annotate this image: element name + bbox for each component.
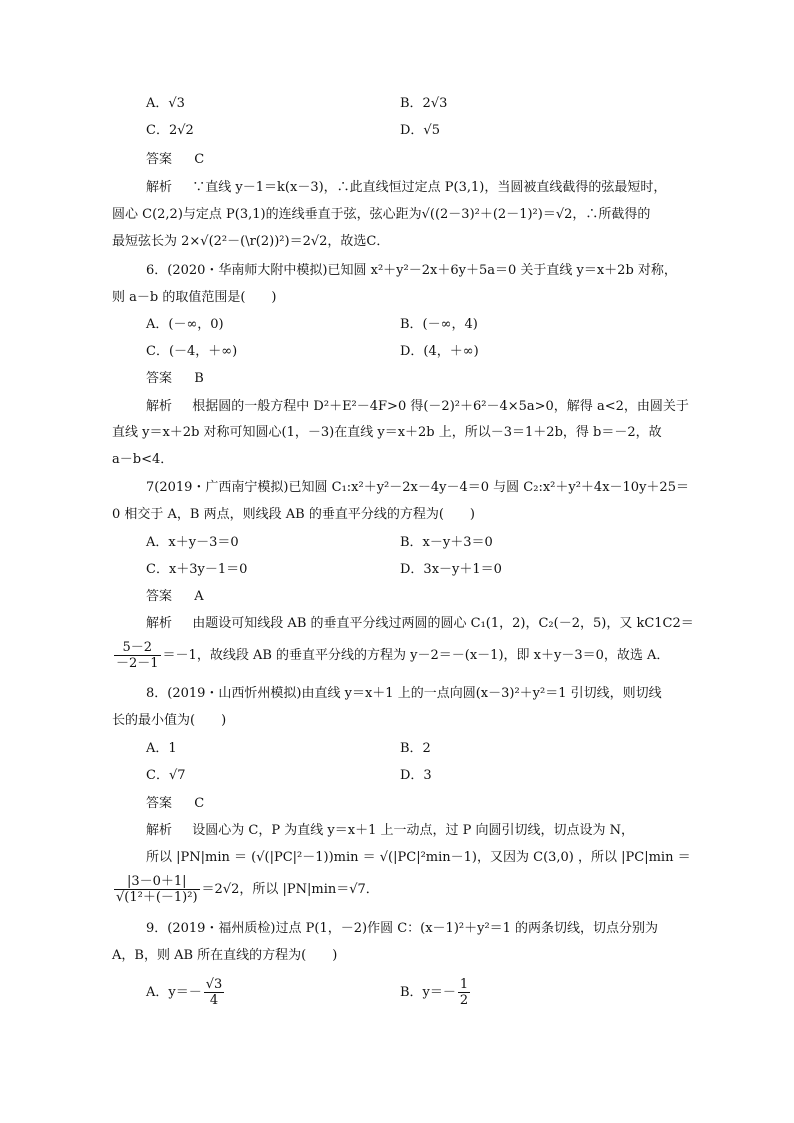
fraction-numerator: |3－0＋1| <box>114 874 200 890</box>
analysis-text: 由题设可知线段 AB 的垂直平分线过两圆的圆心 C₁(1，2)，C₂(－2，5)，又 kC1C2＝ <box>192 616 694 631</box>
analysis-text: 设圆心为 C，P 为直线 y＝x＋1 上一动点，过 P 向圆引切线，切点设为 N， <box>192 823 634 838</box>
q6-stem-line-2: 则 a－b 的取值范围是( ) <box>112 290 277 305</box>
q8-option-b: B．2 <box>400 741 431 756</box>
fraction-numerator: 5－2 <box>114 640 161 656</box>
analysis-text: ＝2√2，所以 |PN|min＝√7． <box>201 882 379 897</box>
q8-stem-line-2: 长的最小值为( ) <box>112 713 227 728</box>
q6-answer-row <box>146 370 204 388</box>
analysis-text: ∵直线 y－1＝k(x－3)，∴此直线恒过定点 P(3,1)，当圆被直线截得的弦最短时， <box>192 180 667 195</box>
analysis-text: ＝－1，故线段 AB 的垂直平分线的方程为 y－2＝－(x－1)，即 x＋y－3＝0，故选 A． <box>162 648 670 663</box>
fraction-denominator: √(1²＋(－1)²) <box>116 890 198 905</box>
q8-answer-row <box>146 795 204 813</box>
analysis-label: 解析 <box>146 616 173 631</box>
q8-analysis-line-2: 所以 |PN|min ＝ (√(|PC|²－1))min ＝ √(|PC|²min－1)，又因为 C(3,0) ，所以 |PC|min ＝ <box>146 850 691 865</box>
q6-option-b: B．(－∞，4) <box>400 317 478 332</box>
fraction-numerator: 1 <box>459 977 469 992</box>
q8-option-a: A．1 <box>146 741 177 756</box>
q6-option-d: D．(4，＋∞) <box>400 344 479 359</box>
q7-option-a: A．x＋y－3＝0 <box>146 535 239 550</box>
q7-option-d: D．3x－y＋1＝0 <box>400 562 502 577</box>
q8-analysis-line-3 <box>112 873 379 907</box>
q9-option-b <box>400 976 472 1010</box>
q7-stem-line-1: 7(2019・广西南宁模拟)已知圆 C₁:x²＋y²－2x－4y－4＝0 与圆 C₂:x²＋y²＋4x－10y＋25＝ <box>146 480 689 495</box>
fraction-denominator: －2－1 <box>116 656 159 671</box>
answer-value: A <box>194 589 204 604</box>
q7-stem-line-2: 0 相交于 A，B 两点，则线段 AB 的垂直平分线的方程为( ) <box>112 507 475 522</box>
q7-option-c: C．x＋3y－1＝0 <box>146 562 248 577</box>
q6-stem-line-1: 6．(2020・华南师大附中模拟)已知圆 x²＋y²－2x＋6y＋5a＝0 关于直线 y＝x＋2b 对称， <box>146 263 677 278</box>
q7-answer-row <box>146 588 204 606</box>
q5-analysis-line-2: 圆心 C(2,2)与定点 P(3,1)的连线垂直于弦，弦心距为√((2－3)²＋(2－1)²)＝√2，∴所截得的 <box>112 207 651 222</box>
fraction-denominator: 4 <box>209 993 219 1008</box>
q6-analysis-line-1 <box>146 398 689 416</box>
q8-stem-line-1: 8．(2019・山西忻州模拟)由直线 y＝x＋1 上的一点向圆(x－3)²＋y²＝1 引切线，则切线 <box>146 686 662 701</box>
q9-stem-line-2: A，B，则 AB 所在直线的方程为( ) <box>112 948 338 963</box>
answer-value: C <box>194 796 205 811</box>
answer-label: 答案 <box>146 589 173 604</box>
q8-option-c: C．√7 <box>146 768 186 783</box>
q5-option-a: A．√3 <box>146 96 185 111</box>
q7-analysis-line-2 <box>112 640 669 672</box>
q6-option-c: C．(－4，＋∞) <box>146 344 238 359</box>
q8-option-d: D．3 <box>400 768 432 783</box>
q6-analysis-line-2: 直线 y＝x＋2b 对称可知圆心(1，－3)在直线 y＝x＋2b 上，所以－3＝1＋2b，得 b＝－2，故 <box>112 425 662 440</box>
q5-option-c: C．2√2 <box>146 123 194 138</box>
option-fraction <box>204 977 225 1008</box>
answer-label: 答案 <box>146 371 173 386</box>
distance-fraction <box>114 874 200 905</box>
q5-option-d: D．√5 <box>400 123 440 138</box>
answer-label: 答案 <box>146 152 173 167</box>
q9-option-a <box>146 976 226 1010</box>
option-fraction <box>458 977 470 1008</box>
q7-analysis-line-1 <box>146 615 694 633</box>
analysis-label: 解析 <box>146 180 173 195</box>
answer-value: B <box>194 371 204 386</box>
q7-option-b: B．x－y＋3＝0 <box>400 535 493 550</box>
fraction-denominator: 2 <box>459 993 469 1008</box>
option-prefix: A．y＝－ <box>146 985 202 1000</box>
q6-option-a: A．(－∞，0) <box>146 317 224 332</box>
q9-stem-line-1: 9．(2019・福州质检)过点 P(1，－2)作圆 C：(x－1)²＋y²＝1 的两条切线，切点分别为 <box>146 921 659 936</box>
option-prefix: B．y＝－ <box>400 985 456 1000</box>
answer-value: C <box>194 152 205 167</box>
q5-answer-row <box>146 151 204 169</box>
analysis-label: 解析 <box>146 823 173 838</box>
q5-analysis-line-1 <box>146 179 666 197</box>
fraction-numerator: √3 <box>205 977 223 992</box>
analysis-text: 根据圆的一般方程中 D²＋E²－4F>0 得(－2)²＋6²－4×5a>0，解得 a<2，由圆关于 <box>192 399 689 414</box>
answer-label: 答案 <box>146 796 173 811</box>
q5-analysis-line-3: 最短弦长为 2×√(2²－(\r(2))²)＝2√2，故选C． <box>112 234 390 249</box>
analysis-label: 解析 <box>146 399 173 414</box>
q5-option-b: B．2√3 <box>400 96 448 111</box>
q6-analysis-line-3: a－b<4． <box>112 452 174 467</box>
q8-analysis-line-1 <box>146 822 634 840</box>
slope-fraction <box>114 640 161 671</box>
